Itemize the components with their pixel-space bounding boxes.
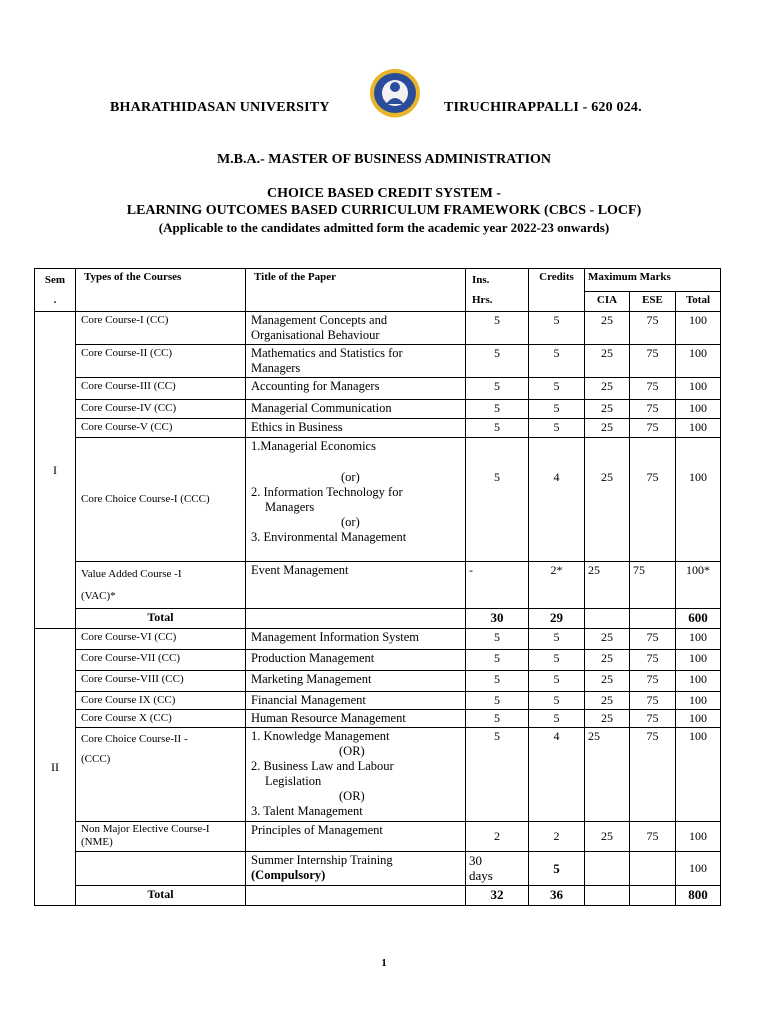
total: 100: [676, 400, 721, 419]
total-header: Total: [676, 291, 721, 311]
cia: 25: [585, 692, 630, 710]
empty-cell: [630, 609, 676, 629]
system-title-line2: LEARNING OUTCOMES BASED CURRICULUM FRAMEWORK (CBCS - LOCF): [126, 203, 642, 218]
course-type: Core Course-II (CC): [76, 345, 246, 378]
max-marks-header: Maximum Marks: [585, 269, 721, 292]
course-type: Core Course-VI (CC): [76, 629, 246, 650]
cia: 25: [585, 345, 630, 378]
ins-hrs: 5: [466, 400, 529, 419]
paper-title: 1. Knowledge Management (OR) 2. Business Law and Labour Legislation (OR) 3. Talent Management: [246, 728, 466, 822]
course-type: Core Course IX (CC): [76, 692, 246, 710]
cia: 25: [585, 650, 630, 671]
cia: 25: [585, 629, 630, 650]
ins-hrs: 5: [466, 728, 529, 822]
ins-hrs: 5: [466, 629, 529, 650]
credits: 4: [529, 728, 585, 822]
credits: 5: [529, 345, 585, 378]
total: 100: [676, 345, 721, 378]
table-row: [35, 710, 721, 728]
total-credits: 29: [529, 609, 585, 629]
total-hrs: 30: [466, 609, 529, 629]
course-type: Non Major Elective Course-I (NME): [76, 822, 246, 852]
course-type: Core Course-IV (CC): [76, 400, 246, 419]
table-row: [35, 312, 721, 345]
paper-title: Management Concepts and Organisational Behaviour: [246, 312, 466, 345]
ese: 75: [630, 692, 676, 710]
table-row: [35, 419, 721, 438]
ins-hrs: 5: [466, 650, 529, 671]
paper-title: 1.Managerial Economics (or) 2. Information Technology for Managers (or) 3. Environmental Management: [246, 438, 466, 562]
course-type: Value Added Course -I (VAC)*: [76, 562, 246, 609]
total-marks: 800: [676, 886, 721, 906]
ese: 75: [630, 629, 676, 650]
ins-hrs: 5: [466, 419, 529, 438]
ins-hrs-header: Ins. Hrs.: [466, 269, 529, 312]
total: 100*: [676, 562, 721, 609]
credits: 2: [529, 822, 585, 852]
credits: 5: [529, 419, 585, 438]
empty-cell: [630, 852, 676, 886]
ese: 75: [630, 312, 676, 345]
total-marks: 600: [676, 609, 721, 629]
ins-hrs: 5: [466, 692, 529, 710]
page-number: 1: [381, 957, 387, 969]
total: 100: [676, 822, 721, 852]
total: 100: [676, 419, 721, 438]
table-row: [35, 562, 721, 609]
curriculum-table: [34, 268, 721, 906]
empty-cell: [76, 852, 246, 886]
ins-hrs: 5: [466, 378, 529, 400]
ese: 75: [630, 438, 676, 562]
ese: 75: [630, 710, 676, 728]
cia: 25: [585, 562, 630, 609]
ese: 75: [630, 419, 676, 438]
course-type: Core Choice Course-I (CCC): [76, 438, 246, 562]
cia: 25: [585, 728, 630, 822]
course-type: Core Course X (CC): [76, 710, 246, 728]
table-row: [35, 852, 721, 886]
cia: 25: [585, 400, 630, 419]
table-row: [35, 378, 721, 400]
credits: 2*: [529, 562, 585, 609]
cia-header: CIA: [585, 291, 630, 311]
paper-title: Production Management: [246, 650, 466, 671]
course-type: Core Choice Course-II - (CCC): [76, 728, 246, 822]
paper-title: Financial Management: [246, 692, 466, 710]
ese: 75: [630, 378, 676, 400]
cia: 25: [585, 822, 630, 852]
ese: 75: [630, 671, 676, 692]
paper-title: Management Information System: [246, 629, 466, 650]
credits: 5: [529, 852, 585, 886]
credits: 4: [529, 438, 585, 562]
header-row: [35, 269, 721, 292]
ese: 75: [630, 650, 676, 671]
ins-hrs: 5: [466, 345, 529, 378]
total-label: Total: [76, 609, 246, 629]
empty-cell: [630, 886, 676, 906]
sem-label: II: [35, 629, 76, 906]
credits: 5: [529, 671, 585, 692]
course-type: Core Course-I (CC): [76, 312, 246, 345]
ins-hrs: 30 days: [466, 852, 529, 886]
empty-cell: [585, 852, 630, 886]
total: 100: [676, 378, 721, 400]
paper-title: Event Management: [246, 562, 466, 609]
total: 100: [676, 312, 721, 345]
university-logo: [368, 68, 422, 120]
cia: 25: [585, 378, 630, 400]
paper-title: Mathematics and Statistics for Managers: [246, 345, 466, 378]
ese: 75: [630, 562, 676, 609]
cia: 25: [585, 710, 630, 728]
table-row: [35, 671, 721, 692]
total-hrs: 32: [466, 886, 529, 906]
credits: 5: [529, 650, 585, 671]
total-label: Total: [76, 886, 246, 906]
credits: 5: [529, 400, 585, 419]
ins-hrs: 5: [466, 312, 529, 345]
sem-header: Sem .: [35, 269, 76, 312]
paper-title: Principles of Management: [246, 822, 466, 852]
empty-cell: [585, 886, 630, 906]
total: 100: [676, 710, 721, 728]
paper-title: Human Resource Management: [246, 710, 466, 728]
table-row: [35, 400, 721, 419]
total: 100: [676, 852, 721, 886]
paper-title: Accounting for Managers: [246, 378, 466, 400]
cia: 25: [585, 438, 630, 562]
paper-title: Marketing Management: [246, 671, 466, 692]
types-header: Types of the Courses: [76, 269, 246, 312]
paper-title: Ethics in Business: [246, 419, 466, 438]
course-type: Core Course-V (CC): [76, 419, 246, 438]
ese: 75: [630, 822, 676, 852]
ese-header: ESE: [630, 291, 676, 311]
credits: 5: [529, 378, 585, 400]
total: 100: [676, 629, 721, 650]
cia: 25: [585, 419, 630, 438]
applicability-note: (Applicable to the candidates admitted form the academic year 2022-23 onwards): [158, 220, 610, 235]
total: 100: [676, 671, 721, 692]
total: 100: [676, 650, 721, 671]
empty-cell: [246, 609, 466, 629]
course-type: Core Course-VIII (CC): [76, 671, 246, 692]
title-header: Title of the Paper: [246, 269, 466, 312]
table-row: [35, 822, 721, 852]
total: 100: [676, 692, 721, 710]
paper-title: Summer Internship Training (Compulsory): [246, 852, 466, 886]
ins-hrs: 5: [466, 438, 529, 562]
table-row: [35, 629, 721, 650]
total-credits: 36: [529, 886, 585, 906]
empty-cell: [246, 886, 466, 906]
ese: 75: [630, 728, 676, 822]
total-row: [35, 609, 721, 629]
table-row: [35, 692, 721, 710]
course-type: Core Course-III (CC): [76, 378, 246, 400]
credits: 5: [529, 710, 585, 728]
university-name: BHARATHIDASAN UNIVERSITY: [110, 100, 330, 115]
table-row: [35, 345, 721, 378]
total: 100: [676, 728, 721, 822]
ese: 75: [630, 345, 676, 378]
ese: 75: [630, 400, 676, 419]
ins-hrs: -: [466, 562, 529, 609]
credits: 5: [529, 312, 585, 345]
cia: 25: [585, 312, 630, 345]
program-title: M.B.A.- MASTER OF BUSINESS ADMINISTRATION: [216, 152, 552, 167]
cia: 25: [585, 671, 630, 692]
ins-hrs: 5: [466, 671, 529, 692]
course-type: Core Course-VII (CC): [76, 650, 246, 671]
paper-title: Managerial Communication: [246, 400, 466, 419]
credits-header: Credits: [529, 269, 585, 312]
table-row: [35, 728, 721, 822]
ins-hrs: 5: [466, 710, 529, 728]
table-row: [35, 650, 721, 671]
sem-label: I: [35, 312, 76, 629]
total: 100: [676, 438, 721, 562]
empty-cell: [585, 609, 630, 629]
system-title-line1: CHOICE BASED CREDIT SYSTEM -: [267, 186, 501, 201]
total-row: [35, 886, 721, 906]
credits: 5: [529, 692, 585, 710]
table-row: [35, 438, 721, 562]
university-city: TIRUCHIRAPPALLI - 620 024.: [444, 100, 642, 115]
credits: 5: [529, 629, 585, 650]
ins-hrs: 2: [466, 822, 529, 852]
